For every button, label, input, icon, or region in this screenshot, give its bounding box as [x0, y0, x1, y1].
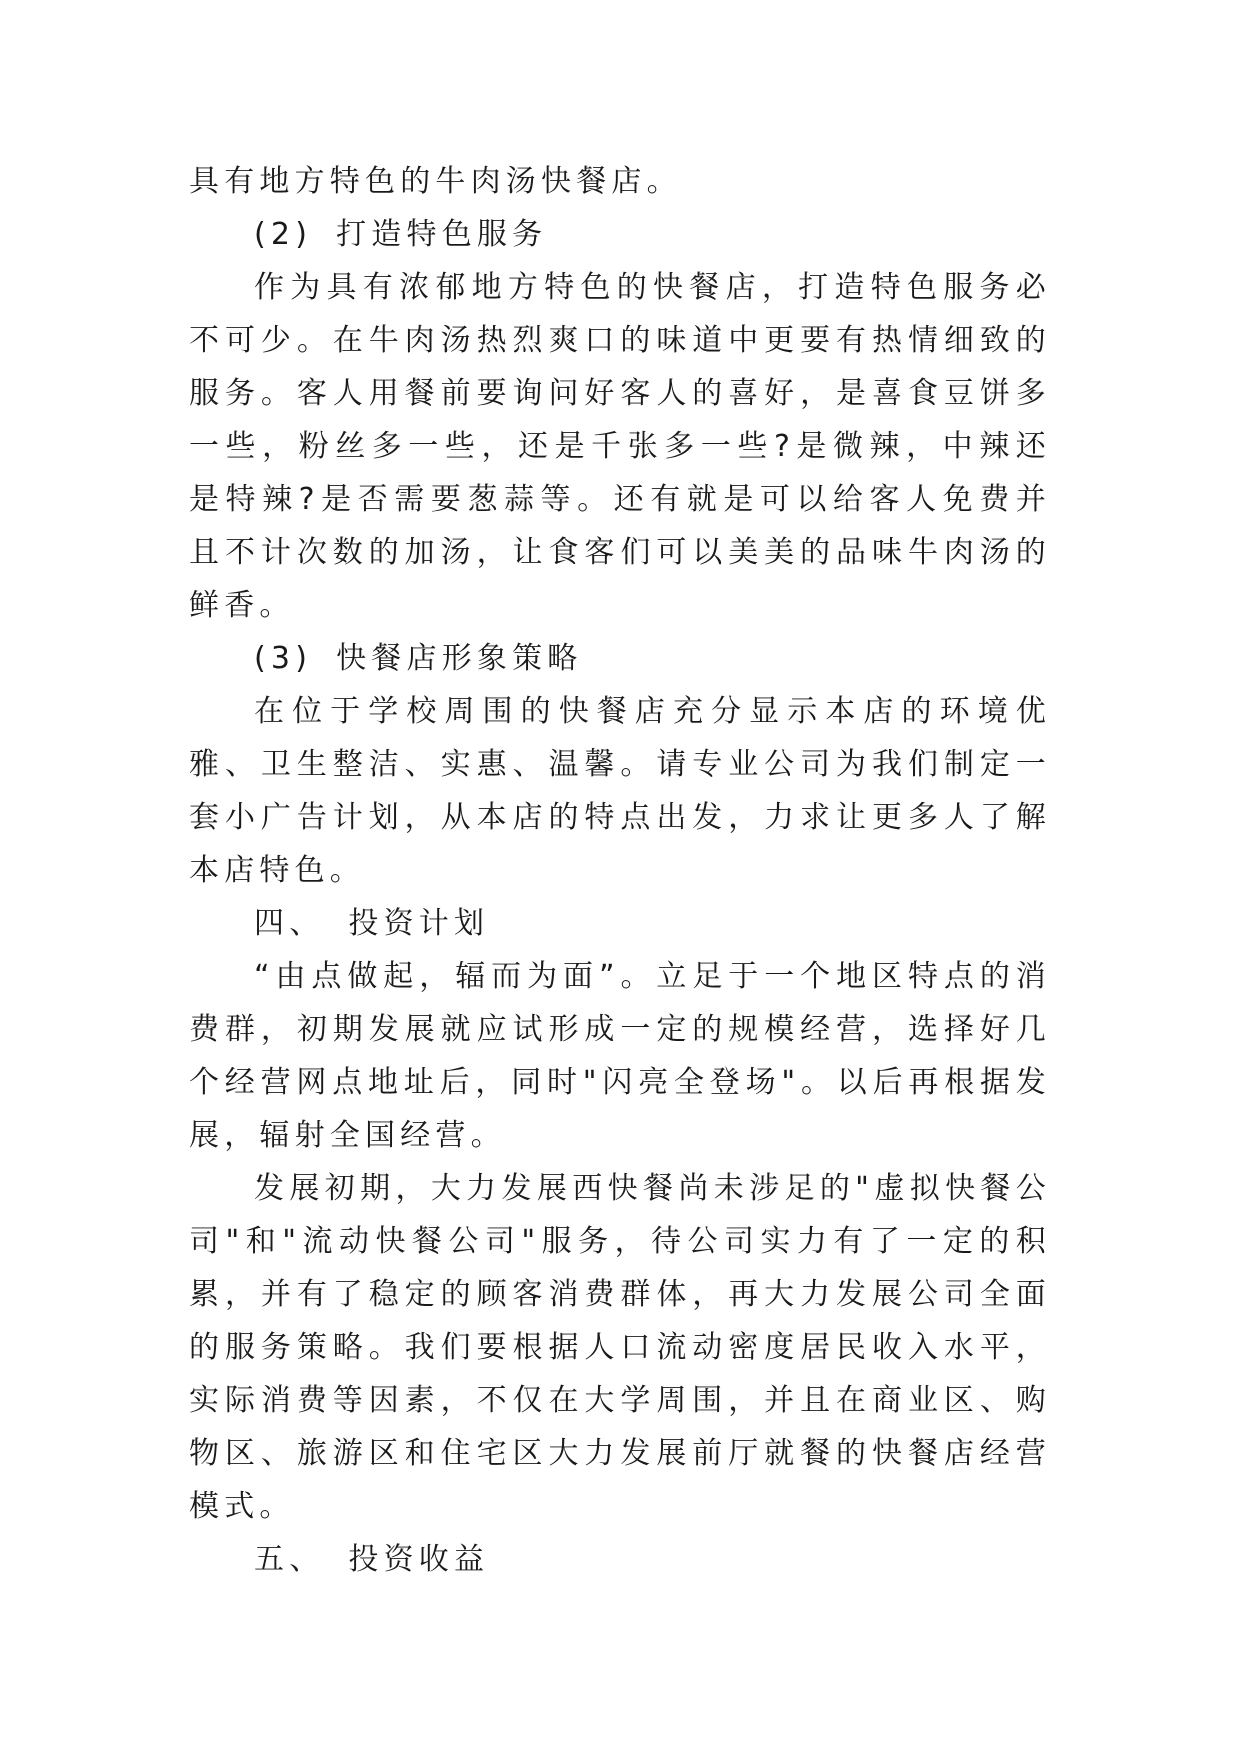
- heading-title: 投资计划: [348, 906, 490, 941]
- heading-number: 五、: [254, 1542, 325, 1577]
- paragraph-service: 作为具有浓郁地方特色的快餐店，打造特色服务必不可少。在牛肉汤热烈爽口的味道中更要有热情细致的服务。客人用餐前要询问好客人的喜好，是喜食豆饼多一些，粉丝多一些，还是千张多一些?是微辣，中辣还是特辣?是否需要葱蒜等。还有就是可以给客人免费并且不计次数的加汤，让食客们可以美美的品味牛肉汤的鲜香。: [189, 270, 1051, 623]
- heading-number: (3): [254, 641, 313, 676]
- heading-title: 投资收益: [348, 1542, 490, 1577]
- paragraph-investment-plan: “由点做起，辐而为面”。立足于一个地区特点的消费群，初期发展就应试形成一定的规模经营，选择好几个经营网点地址后，同时"闪亮全登场"。以后再根据发展，辐射全国经营。: [189, 959, 1051, 1153]
- heading-number: (2): [254, 217, 313, 252]
- heading-number: 四、: [254, 906, 325, 941]
- paragraph-image-strategy: 在位于学校周围的快餐店充分显示本店的环境优雅、卫生整洁、实惠、温馨。请专业公司为我们制定一套小广告计划，从本店的特点出发，力求让更多人了解本店特色。: [189, 694, 1051, 888]
- heading-title: 快餐店形象策略: [336, 641, 583, 676]
- section-heading-2: [189, 208, 1051, 261]
- section-heading-3: [189, 632, 1051, 685]
- paragraph-intro: 具有地方特色的牛肉汤快餐店。: [189, 164, 682, 199]
- heading-title: 打造特色服务: [336, 217, 548, 252]
- paragraph-development: 发展初期，大力发展西快餐尚未涉足的"虚拟快餐公司"和"流动快餐公司"服务，待公司实力有了一定的积累，并有了稳定的顾客消费群体，再大力发展公司全面的服务策略。我们要根据人口流动密度居民收入水平，实际消费等因素，不仅在大学周围，并且在商业区、购物区、旅游区和住宅区大力发展前厅就餐的快餐店经营模式。: [189, 1171, 1051, 1524]
- section-heading-investment-plan: [189, 897, 1051, 950]
- section-heading-investment-return: [189, 1533, 1051, 1586]
- document-body: [189, 155, 1051, 1586]
